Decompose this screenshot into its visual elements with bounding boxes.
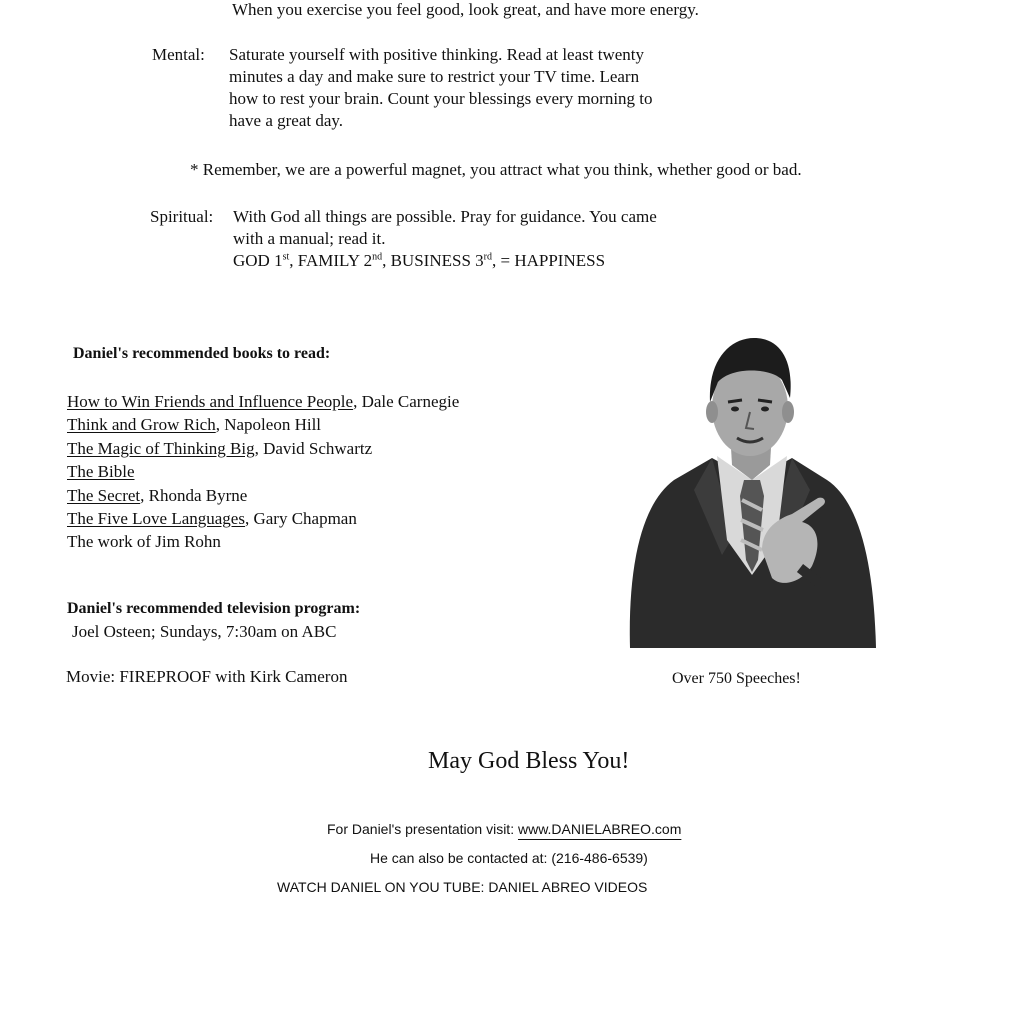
spiritual-line: With God all things are possible. Pray for guidance. You came	[233, 207, 657, 226]
book-author: , Dale Carnegie	[353, 392, 460, 411]
priority-business-sup: rd	[483, 251, 492, 263]
book-author: , David Schwartz	[254, 438, 373, 458]
book-title: The Secret	[67, 485, 141, 505]
book-title: Think and Grow Rich	[67, 415, 216, 435]
books-list	[67, 390, 459, 554]
book-item: The work of Jim Rohn	[67, 532, 221, 552]
book-author: , Rhonda Byrne	[140, 485, 248, 505]
book-item	[67, 484, 459, 507]
priority-line	[233, 250, 657, 272]
presentation-line	[327, 821, 681, 837]
book-title: The Magic of Thinking Big	[67, 438, 255, 458]
blessing: May God Bless You!	[428, 748, 630, 774]
book-title: The Bible	[67, 462, 135, 482]
remember-note: * Remember, we are a powerful magnet, you attract what you think, whether good or bad.	[190, 160, 802, 179]
website-link[interactable]: www.DANIELABREO.com	[517, 821, 682, 837]
book-title: How to Win Friends and Influence People	[67, 392, 354, 411]
book-author: , Gary Chapman	[244, 509, 357, 529]
speaker-illustration	[622, 330, 880, 650]
mental-line: have a great day.	[229, 111, 344, 130]
mental-line: how to rest your brain. Count your blessings every morning to	[229, 89, 653, 108]
physical-last-line: When you exercise you feel good, look great, and have more energy.	[232, 0, 699, 19]
book-item	[67, 413, 459, 436]
priority-god: GOD 1	[233, 251, 283, 270]
tv-program: Joel Osteen; Sundays, 7:30am on ABC	[72, 622, 337, 641]
speaker-photo	[622, 330, 880, 650]
book-item	[67, 390, 459, 413]
priority-business: , BUSINESS 3	[382, 251, 484, 270]
spiritual-line: with a manual; read it.	[233, 229, 386, 248]
book-item	[67, 437, 459, 460]
photo-caption: Over 750 Speeches!	[672, 670, 801, 687]
priority-result: , = HAPPINESS	[492, 251, 606, 270]
youtube-line: WATCH DANIEL ON YOU TUBE: DANIEL ABREO VIDEOS	[277, 879, 648, 895]
priority-god-sup: st	[282, 251, 290, 263]
book-author: , Napoleon Hill	[215, 415, 322, 435]
spiritual-text	[233, 206, 657, 272]
books-heading: Daniel's recommended books to read:	[73, 345, 331, 362]
movie-line: Movie: FIREPROOF with Kirk Cameron	[66, 667, 348, 686]
book-item	[67, 460, 459, 483]
presentation-prefix: For Daniel's presentation visit:	[327, 821, 518, 837]
mental-label: Mental:	[152, 45, 205, 64]
mental-line: minutes a day and make sure to restrict your TV time. Learn	[229, 67, 640, 86]
mental-line: Saturate yourself with positive thinking. Read at least twenty	[229, 45, 644, 64]
spiritual-label: Spiritual:	[150, 207, 214, 226]
priority-family: , FAMILY 2	[289, 251, 373, 270]
book-title: The Five Love Languages	[67, 509, 245, 529]
contact-line: He can also be contacted at: (216-486-6539)	[370, 850, 648, 866]
mental-text	[229, 44, 653, 132]
tv-heading: Daniel's recommended television program:	[67, 600, 361, 617]
priority-family-sup: nd	[372, 251, 383, 263]
book-item	[67, 507, 459, 530]
